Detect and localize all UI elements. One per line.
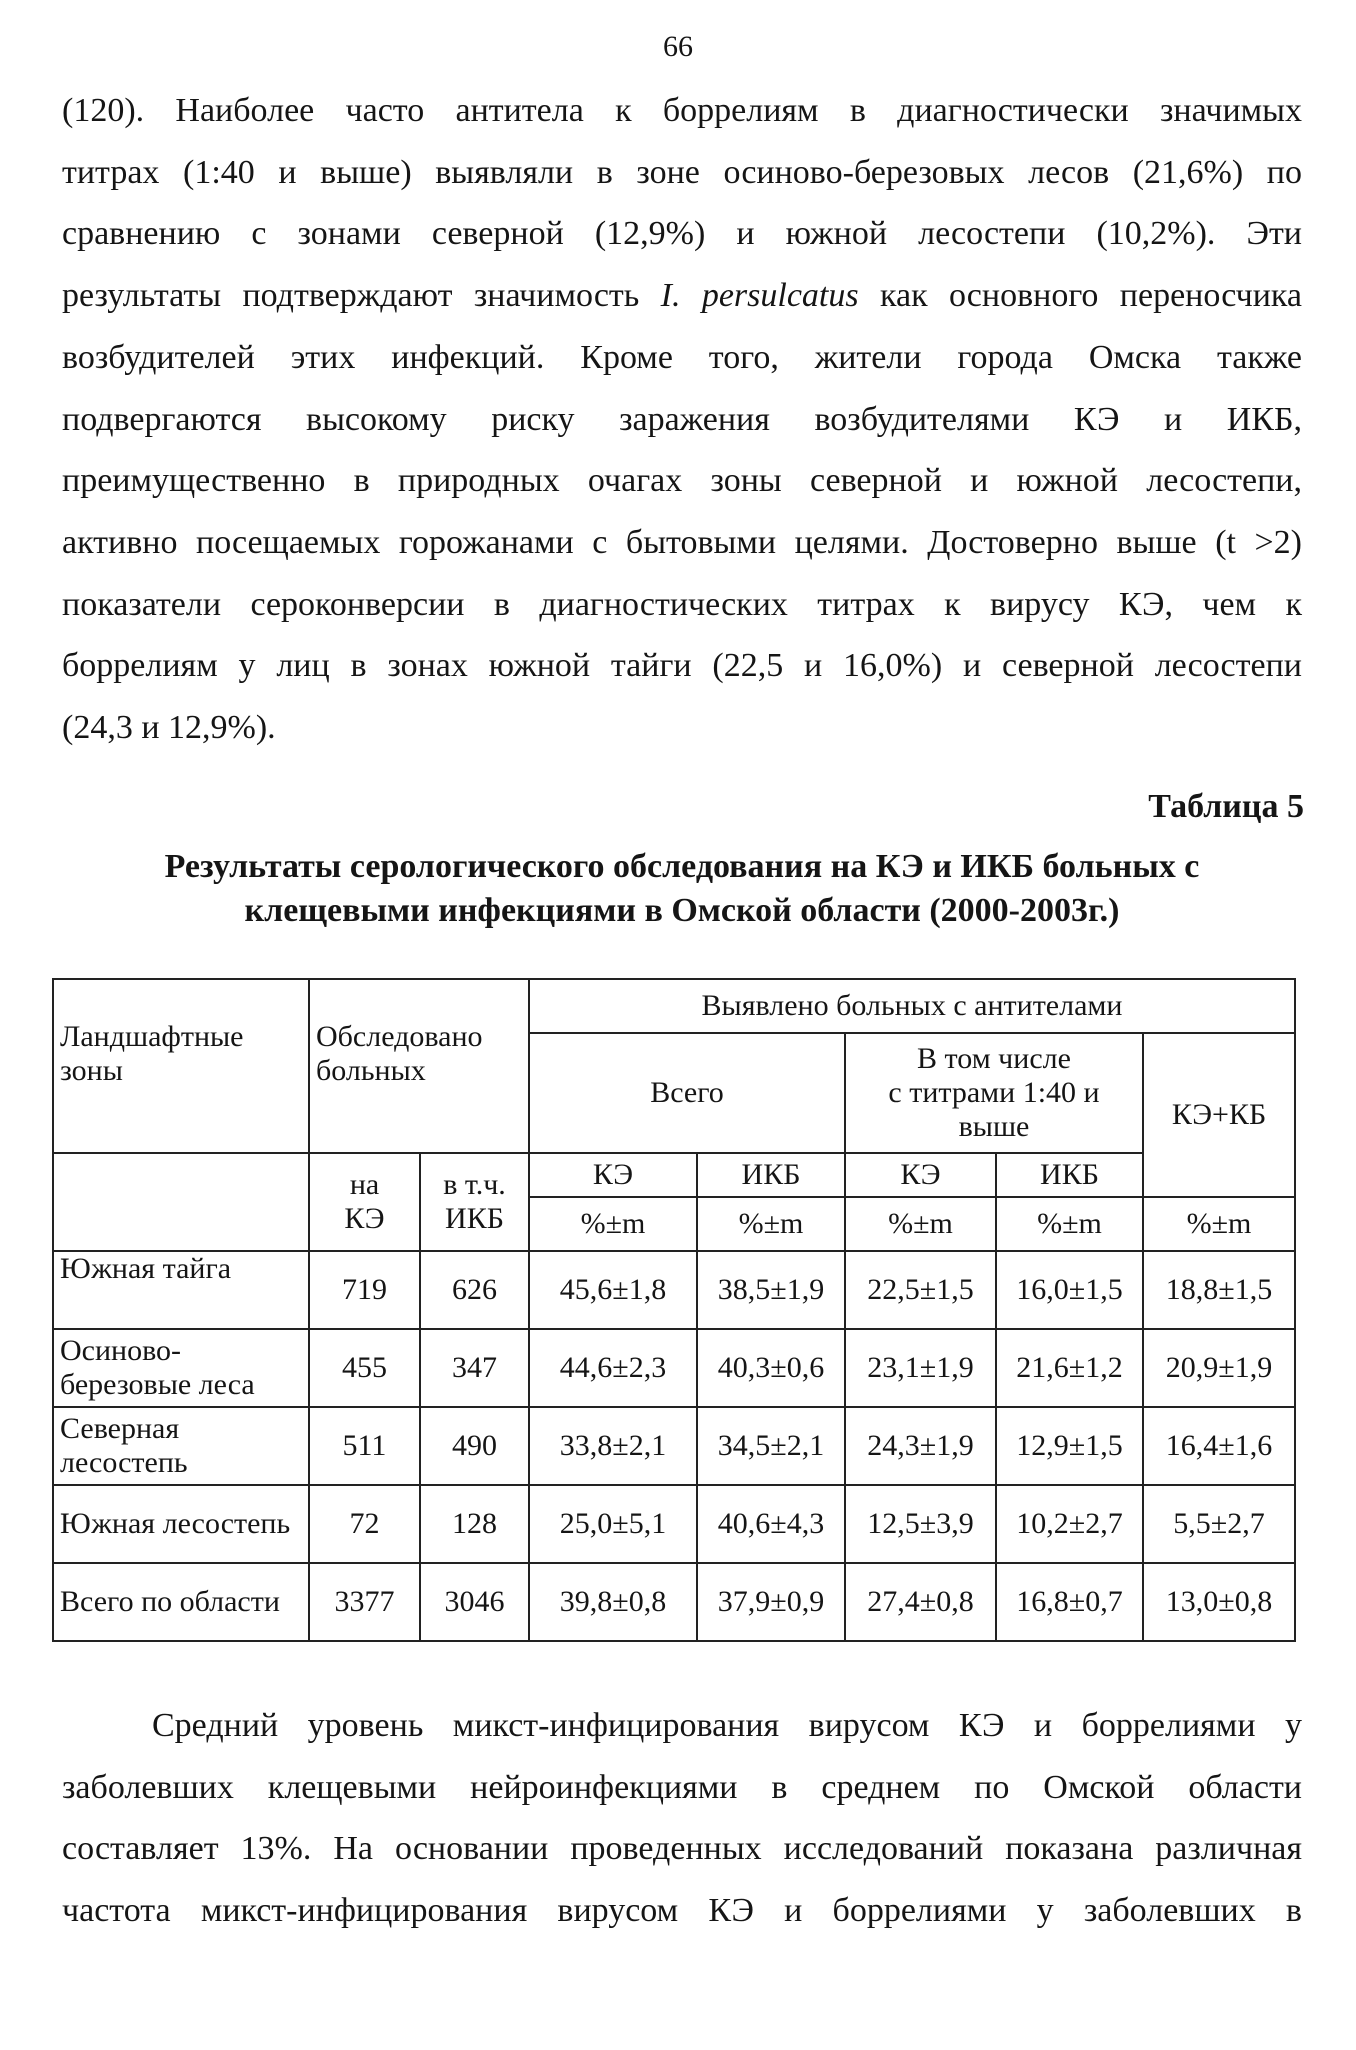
header-titer-line: выше bbox=[958, 1110, 1030, 1143]
ke-examined-cell: 719 bbox=[309, 1251, 420, 1329]
ikb-examined-cell: 490 bbox=[420, 1407, 529, 1485]
header-unit: %±m bbox=[529, 1197, 697, 1251]
header-detected: Выявлено больных с антителами bbox=[529, 979, 1295, 1033]
header-mixed: КЭ+КБ bbox=[1143, 1033, 1295, 1197]
titer-ke-cell: 12,5±3,9 bbox=[845, 1485, 996, 1563]
titer-ke-cell: 27,4±0,8 bbox=[845, 1563, 996, 1641]
total-ikb-cell: 34,5±2,1 bbox=[697, 1407, 845, 1485]
table-row bbox=[53, 1563, 1295, 1641]
text-line: преимущественно в природных очагах зоны северной и южной лесостепи, bbox=[62, 462, 1302, 500]
ikb-examined-cell: 347 bbox=[420, 1329, 529, 1407]
text-line: составляет 13%. На основании проведенных исследований показана различная bbox=[62, 1830, 1302, 1868]
header-zones: Ландшафтные зоны bbox=[53, 979, 309, 1153]
ke-examined-cell: 72 bbox=[309, 1485, 420, 1563]
header-incl-ikb-line: ИКБ bbox=[445, 1202, 504, 1235]
text-line: подвергаются высокому риску заражения возбудителями КЭ и ИКБ, bbox=[62, 400, 1302, 438]
mixed-cell: 20,9±1,9 bbox=[1143, 1329, 1295, 1407]
total-ikb-cell: 37,9±0,9 bbox=[697, 1563, 845, 1641]
ikb-examined-cell: 3046 bbox=[420, 1563, 529, 1641]
header-on-ke bbox=[309, 1153, 420, 1251]
header-total-ke: КЭ bbox=[529, 1153, 697, 1197]
total-ikb-cell: 40,3±0,6 bbox=[697, 1329, 845, 1407]
zone-cell: Южная лесостепь bbox=[53, 1485, 309, 1563]
ke-examined-cell: 455 bbox=[309, 1329, 420, 1407]
table-row bbox=[53, 1251, 1295, 1329]
total-ikb-cell: 40,6±4,3 bbox=[697, 1485, 845, 1563]
header-unit: %±m bbox=[697, 1197, 845, 1251]
header-titer bbox=[845, 1033, 1143, 1153]
header-examined: Обследовано больных bbox=[309, 979, 529, 1153]
header-titer-line: В том числе bbox=[917, 1042, 1071, 1075]
header-unit: %±m bbox=[1143, 1197, 1295, 1251]
titer-ikb-cell: 21,6±1,2 bbox=[996, 1329, 1143, 1407]
text-line: частота микст-инфицирования вирусом КЭ и боррелиями у заболевших в bbox=[62, 1892, 1302, 1930]
header-incl-ikb bbox=[420, 1153, 529, 1251]
titer-ke-cell: 22,5±1,5 bbox=[845, 1251, 996, 1329]
header-on-ke-line: на bbox=[349, 1168, 380, 1201]
text-line: возбудителей этих инфекций. Кроме того, жители города Омска также bbox=[62, 338, 1302, 376]
total-ke-cell: 25,0±5,1 bbox=[529, 1485, 697, 1563]
titer-ikb-cell: 16,8±0,7 bbox=[996, 1563, 1143, 1641]
zone-cell: Северная лесостепь bbox=[53, 1407, 309, 1485]
paragraph-intro bbox=[62, 80, 1302, 759]
ke-examined-cell: 511 bbox=[309, 1407, 420, 1485]
text-line: сравнению с зонами северной (12,9%) и южной лесостепи (10,2%). Эти bbox=[62, 215, 1302, 253]
text-line: боррелиям у лиц в зонах южной тайги (22,5 и 16,0%) и северной лесостепи bbox=[62, 647, 1302, 685]
text-line: титрах (1:40 и выше) выявляли в зоне осиново-березовых лесов (21,6%) по bbox=[62, 153, 1302, 191]
text-line: заболевших клещевыми нейроинфекциями в среднем по Омской области bbox=[62, 1768, 1302, 1806]
header-titer-line: с титрами 1:40 и bbox=[888, 1076, 1100, 1109]
header-total: Всего bbox=[529, 1033, 845, 1153]
zone-cell: Южная тайга bbox=[53, 1251, 309, 1329]
total-ke-cell: 44,6±2,3 bbox=[529, 1329, 697, 1407]
text-line: Средний уровень микст-инфицирования вирусом КЭ и боррелиями у bbox=[152, 1707, 1302, 1744]
zone-cell: Всего по области bbox=[53, 1563, 309, 1641]
text-line: показатели сероконверсии в диагностических титрах к вирусу КЭ, чем к bbox=[62, 585, 1302, 623]
total-ke-cell: 45,6±1,8 bbox=[529, 1251, 697, 1329]
header-unit: %±m bbox=[996, 1197, 1143, 1251]
table-row bbox=[53, 1407, 1295, 1485]
text-fragment: результаты подтверждают значимость bbox=[62, 277, 661, 315]
page-number: 66 bbox=[663, 30, 693, 63]
ke-examined-cell: 3377 bbox=[309, 1563, 420, 1641]
results-table bbox=[52, 978, 1296, 1642]
species-name: I. persulcatus bbox=[660, 277, 859, 315]
total-ke-cell: 39,8±0,8 bbox=[529, 1563, 697, 1641]
header-zones-cont bbox=[53, 1153, 309, 1251]
mixed-cell: 5,5±2,7 bbox=[1143, 1485, 1295, 1563]
mixed-cell: 13,0±0,8 bbox=[1143, 1563, 1295, 1641]
header-on-ke-line: КЭ bbox=[344, 1202, 385, 1235]
table-title-line: клещевыми инфекциями в Омской области (2000-2003г.) bbox=[244, 892, 1120, 929]
table-title-line: Результаты серологического обследования на КЭ и ИКБ больных с bbox=[164, 848, 1200, 885]
header-unit: %±m bbox=[845, 1197, 996, 1251]
paragraph-conclusion bbox=[62, 1695, 1302, 1942]
text-line: (24,3 и 12,9%). bbox=[62, 709, 276, 747]
table-row bbox=[53, 1329, 1295, 1407]
header-row bbox=[53, 979, 1295, 1033]
header-titer-ikb: ИКБ bbox=[996, 1153, 1143, 1197]
text-fragment: как основного переносчика bbox=[858, 277, 1302, 315]
titer-ikb-cell: 10,2±2,7 bbox=[996, 1485, 1143, 1563]
table-row bbox=[53, 1485, 1295, 1563]
header-row bbox=[53, 1153, 1295, 1197]
text-line bbox=[62, 265, 1302, 327]
titer-ikb-cell: 16,0±1,5 bbox=[996, 1251, 1143, 1329]
titer-ikb-cell: 12,9±1,5 bbox=[996, 1407, 1143, 1485]
text-line: активно посещаемых горожанами с бытовыми целями. Достоверно выше (t >2) bbox=[62, 523, 1302, 561]
table-label: Таблица 5 bbox=[1148, 788, 1304, 825]
header-titer-ke: КЭ bbox=[845, 1153, 996, 1197]
mixed-cell: 18,8±1,5 bbox=[1143, 1251, 1295, 1329]
text-line: (120). Наиболее часто антитела к боррелиям в диагностически значимых bbox=[62, 92, 1302, 129]
header-total-ikb: ИКБ bbox=[697, 1153, 845, 1197]
zone-cell: Осиново-березовые леса bbox=[53, 1329, 309, 1407]
total-ke-cell: 33,8±2,1 bbox=[529, 1407, 697, 1485]
ikb-examined-cell: 128 bbox=[420, 1485, 529, 1563]
mixed-cell: 16,4±1,6 bbox=[1143, 1407, 1295, 1485]
ikb-examined-cell: 626 bbox=[420, 1251, 529, 1329]
total-ikb-cell: 38,5±1,9 bbox=[697, 1251, 845, 1329]
titer-ke-cell: 24,3±1,9 bbox=[845, 1407, 996, 1485]
header-incl-ikb-line: в т.ч. bbox=[443, 1168, 506, 1201]
titer-ke-cell: 23,1±1,9 bbox=[845, 1329, 996, 1407]
table-title bbox=[62, 845, 1302, 933]
